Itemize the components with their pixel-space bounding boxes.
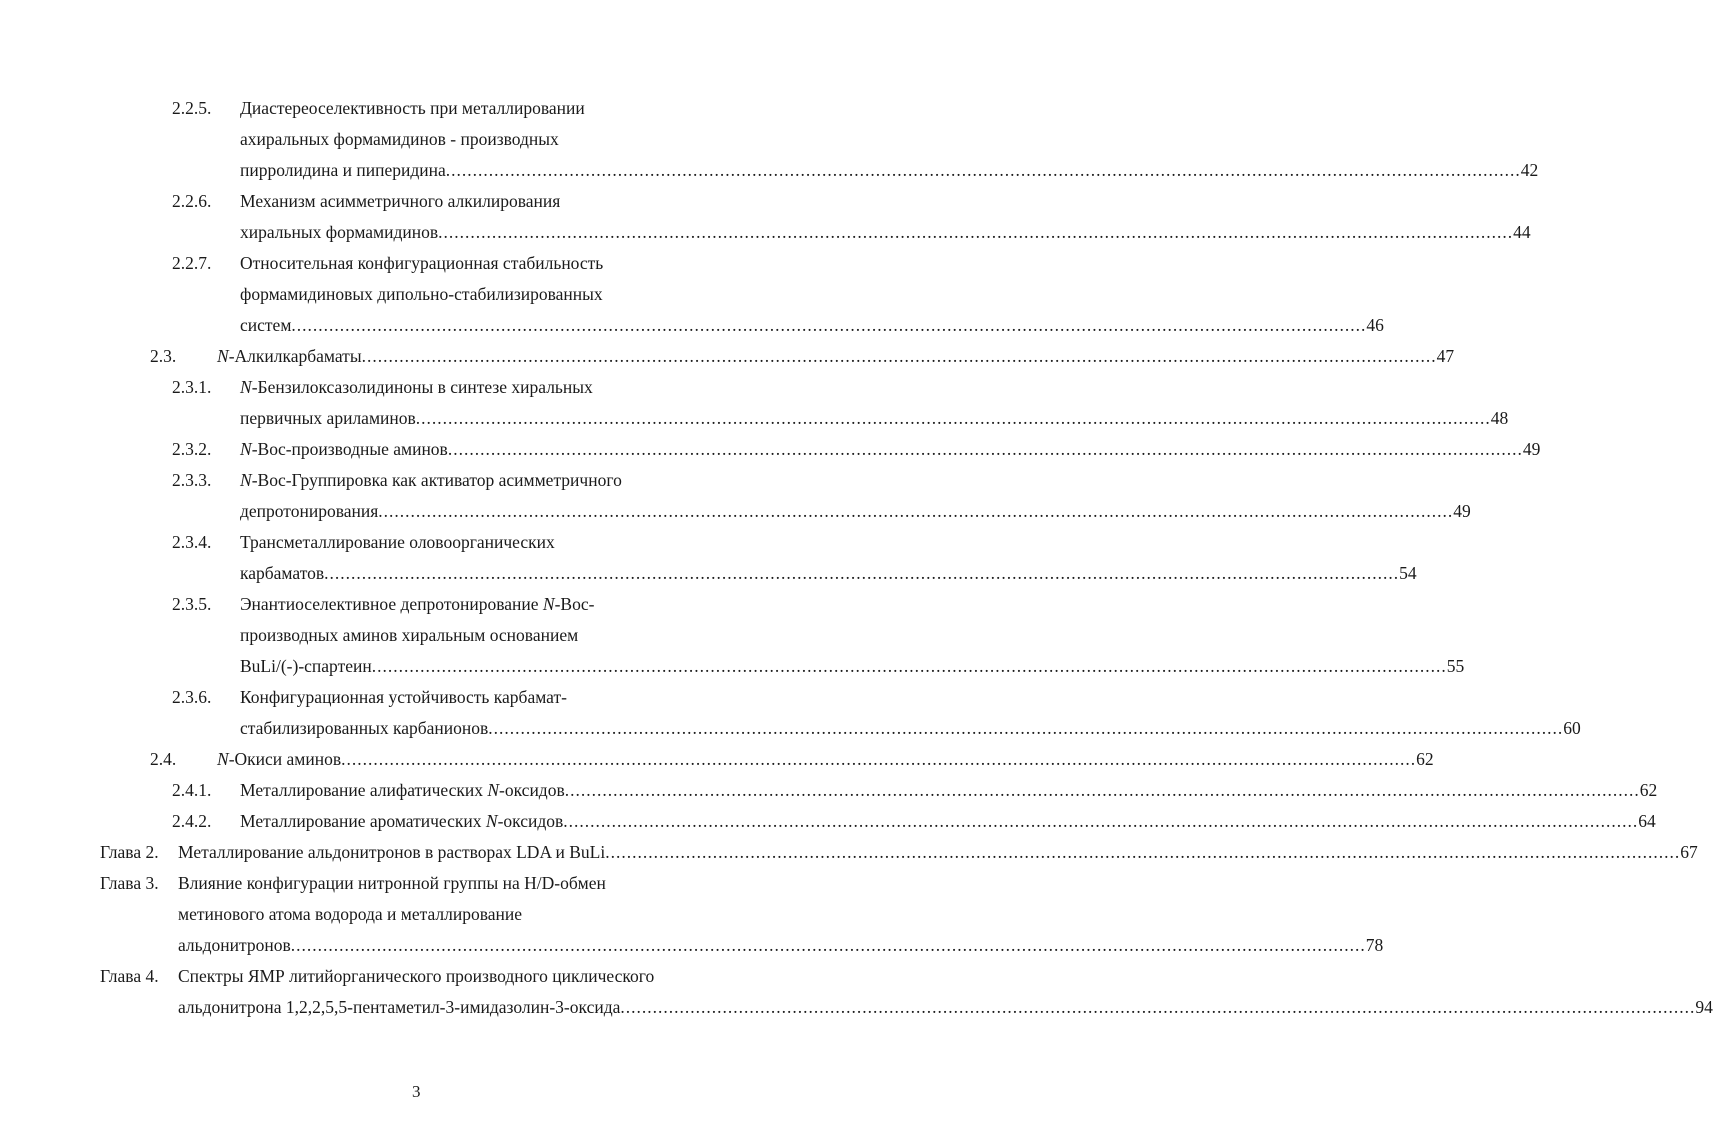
toc-entry-page: 78 (1365, 935, 1384, 955)
toc-entry-title: Диастереоселективность при металлировании (240, 98, 585, 118)
toc-entry-number: 2.4.1. (172, 780, 212, 800)
toc-entry-line (0, 593, 793, 615)
dot-leader: ........................................................................................................................................................................................................ (564, 780, 1640, 800)
toc-entry-line (0, 841, 1698, 863)
toc-entry-number: 2.2.6. (172, 191, 212, 211)
toc-entry-line (0, 717, 1581, 739)
toc-entry-line (0, 624, 793, 646)
toc-entry-page: 47 (1436, 346, 1455, 366)
toc-entry-page: 94 (1695, 997, 1713, 1017)
toc-entry-page: 44 (1513, 222, 1531, 242)
toc-entry-line (0, 314, 1384, 336)
toc-entry-line (0, 903, 793, 925)
dot-leader: ........................................................................................................................................................................................................ (447, 439, 1523, 459)
toc-entry-page: 49 (1453, 501, 1471, 521)
toc-entry-page: 49 (1522, 439, 1541, 459)
toc-entry-title: BuLi/(-)-спартеин (240, 656, 372, 676)
toc-entry-line (0, 965, 793, 987)
toc-entry-title: Конфигурационная устойчивость карбамат- (240, 687, 567, 707)
toc-entry-title: N-Алкилкарбаматы (217, 346, 362, 366)
toc-entry-number: 2.3. (150, 346, 177, 366)
toc-entry-title: N-Boc-Группировка как активатор асимметричного (240, 470, 622, 490)
toc-entry-line (0, 345, 1455, 367)
toc-entry-page: 48 (1490, 408, 1509, 428)
toc-entry-title: Металлирование ароматических N-оксидов (240, 811, 564, 831)
toc-entry-title: Трансметаллирование оловоорганических (240, 532, 555, 552)
toc-entry-number: 2.2.7. (172, 253, 212, 273)
dot-leader: ........................................................................................................................................................................................................ (291, 315, 1367, 335)
toc-entry-line (0, 655, 1465, 677)
dot-leader: ........................................................................................................................................................................................................ (563, 811, 1639, 831)
toc-entry-page: 67 (1680, 842, 1698, 862)
toc-entry-title: Механизм асимметричного алкилирования (240, 191, 561, 211)
toc-entry-page: 46 (1366, 315, 1384, 335)
dot-leader: ........................................................................................................................................................................................................ (378, 501, 1454, 521)
dot-leader: ........................................................................................................................................................................................................ (488, 718, 1564, 738)
toc-entry-title: ахиральных формамидинов - производных (240, 129, 559, 149)
toc-entry-line (0, 996, 1713, 1018)
dot-leader: ........................................................................................................................................................................................................ (324, 563, 1400, 583)
toc-entry-title: Спектры ЯМР литийорганического производного циклического (178, 966, 655, 986)
toc-entry-title: альдонитронов (178, 935, 291, 955)
toc-entry-line (0, 97, 793, 119)
toc-entry-number: 2.3.4. (172, 532, 212, 552)
toc-entry-number: Глава 4. (100, 966, 159, 986)
toc-entry-number: Глава 2. (100, 842, 159, 862)
toc-entry-number: 2.3.6. (172, 687, 212, 707)
toc-entry-number: 2.3.1. (172, 377, 212, 397)
toc-entry-number: 2.3.5. (172, 594, 212, 614)
toc-entry-line (0, 438, 1541, 460)
toc-entry-title: стабилизированных карбанионов (240, 718, 489, 738)
toc-entry-line (0, 407, 1509, 429)
toc-entry-title: формамидиновых дипольно-стабилизированных (240, 284, 603, 304)
toc-entry-line (0, 159, 1539, 181)
toc-entry-title: депротонирования (240, 501, 379, 521)
toc-entry-line (0, 128, 793, 150)
toc-entry-title: Влияние конфигурации нитронной группы на H/D-обмен (178, 873, 606, 893)
dot-leader: ........................................................................................................................................................................................................ (415, 408, 1491, 428)
dot-leader: ........................................................................................................................................................................................................ (605, 842, 1681, 862)
toc-entry-title: N-Окиси аминов (217, 749, 342, 769)
toc-entry-number: 2.4. (150, 749, 177, 769)
dot-leader: ........................................................................................................................................................................................................ (445, 160, 1521, 180)
toc-entry-title: систем (240, 315, 292, 335)
toc-entry-title: Энантиоселективное депротонирование N-Boc- (240, 594, 595, 614)
toc-entry-title: пирролидина и пиперидина (240, 160, 446, 180)
toc-entry-line (0, 748, 1434, 770)
toc-entry-title: хиральных формамидинов (240, 222, 439, 242)
toc-entry-line (0, 190, 793, 212)
toc-entry-line (0, 531, 793, 553)
toc-entry-line (0, 779, 1658, 801)
toc-entry-title: Металлирование альдонитронов в растворах LDA и BuLi (178, 842, 606, 862)
dot-leader: ........................................................................................................................................................................................................ (371, 656, 1447, 676)
toc-entry-number: 2.3.2. (172, 439, 212, 459)
toc-entry-number: 2.2.5. (172, 98, 212, 118)
dot-leader: ........................................................................................................................................................................................................ (361, 346, 1437, 366)
toc-entry-page: 64 (1638, 811, 1656, 831)
toc-entry-line (0, 872, 793, 894)
toc-entry-line (0, 810, 1656, 832)
toc-entry-title: производных аминов хиральным основанием (240, 625, 579, 645)
dot-leader: ........................................................................................................................................................................................................ (620, 997, 1696, 1017)
page-number: 3 (412, 1082, 421, 1101)
dot-leader: ........................................................................................................................................................................................................ (438, 222, 1514, 242)
toc-entry-title: метинового атома водорода и металлирование (178, 904, 523, 924)
toc-entry-line (0, 283, 793, 305)
toc-entry-page: 62 (1639, 780, 1658, 800)
dot-leader: ........................................................................................................................................................................................................ (290, 935, 1366, 955)
toc-entry-title: первичных ариламинов (240, 408, 416, 428)
toc-entry-page: 54 (1399, 563, 1417, 583)
toc-entry-line (0, 686, 793, 708)
toc-entry-line (0, 221, 1531, 243)
toc-entry-line (0, 376, 793, 398)
toc-entry-number: Глава 3. (100, 873, 159, 893)
toc-entry-line (0, 469, 793, 491)
toc-entry-line (0, 934, 1384, 956)
toc-entry-title: Относительная конфигурационная стабильность (240, 253, 604, 273)
toc-entry-number: 2.4.2. (172, 811, 212, 831)
toc-entry-title: альдонитрона 1,2,2,5,5-пентаметил-3-имидазолин-3-оксида (178, 997, 621, 1017)
toc-entry-page: 42 (1520, 160, 1539, 180)
toc-entry-line (0, 562, 1417, 584)
toc-entry-title: карбаматов (240, 563, 325, 583)
toc-entry-page: 55 (1446, 656, 1465, 676)
toc-entry-title: N-Бензилоксазолидиноны в синтезе хиральных (240, 377, 593, 397)
toc-entry-line (0, 500, 1471, 522)
toc-entry-page: 62 (1416, 749, 1434, 769)
toc-entry-title: N-Boc-производные аминов (240, 439, 448, 459)
toc-entry-page: 60 (1563, 718, 1581, 738)
dot-leader: ........................................................................................................................................................................................................ (341, 749, 1417, 769)
toc-entry-line (0, 252, 793, 274)
toc-entry-title: Металлирование алифатических N-оксидов (240, 780, 565, 800)
toc-entry-number: 2.3.3. (172, 470, 212, 490)
